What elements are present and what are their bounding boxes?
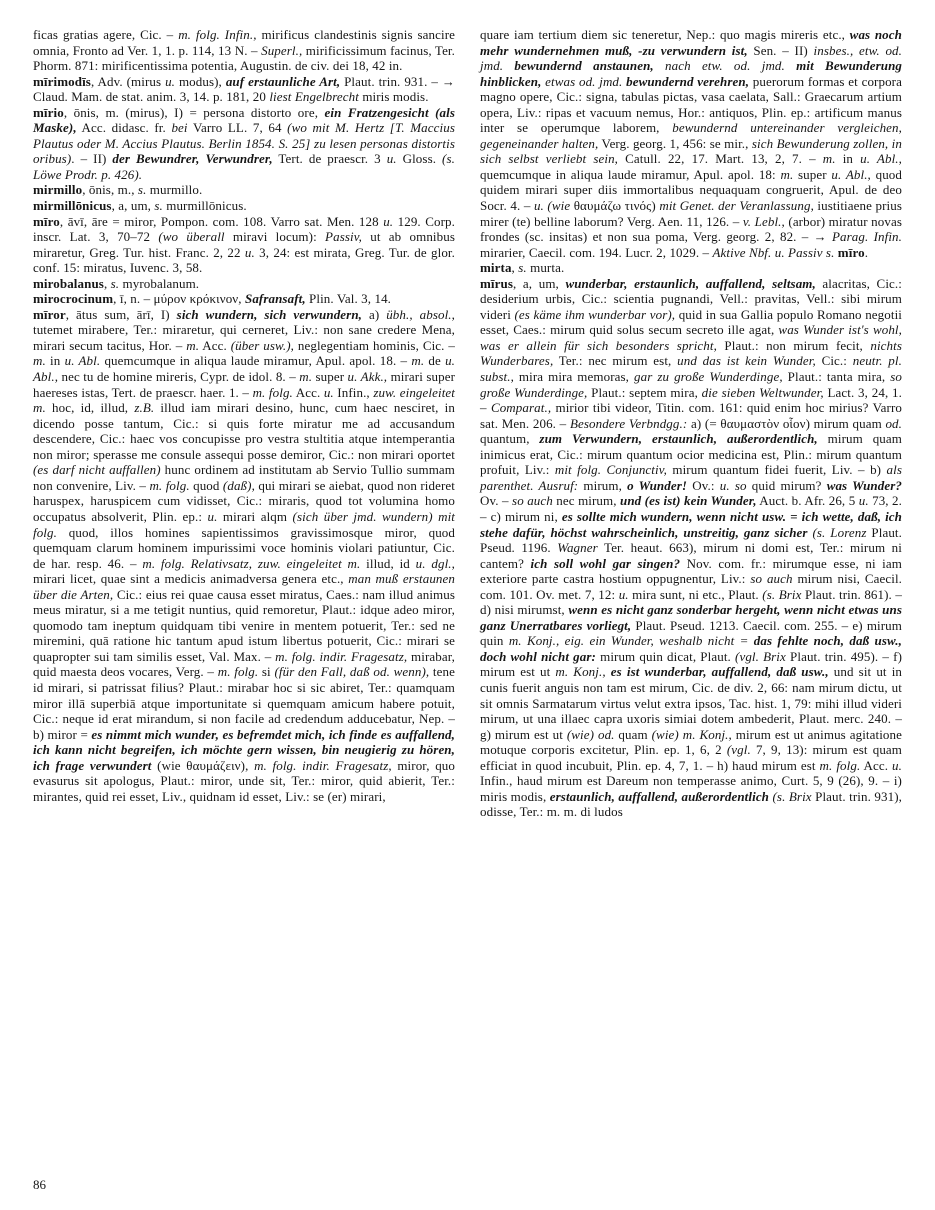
text-run: Cic.: xyxy=(815,353,853,369)
text-run: nec mirum, xyxy=(552,493,620,509)
text-run: (vgl. xyxy=(726,742,751,758)
text-run: Tert. de praescr. 3 xyxy=(272,151,387,167)
dictionary-entry xyxy=(33,291,455,307)
text-run: Passiv, xyxy=(325,229,362,245)
text-run: und sit ut in cunis fuerit anguis non tam est mirum, Cic. de div. 2, 66: nam mirum dictu, ut sit omnis Sarmatarum virtus velut extra ipsos, Tac. hist. 1, 79: mihi illud videri mirum, ut una illaec capra uxoris simiai dotem ambederit, Plaut. merc. 240. – g) mirum est ut xyxy=(480,664,903,742)
text-run: Plaut. trin. 931. – → Claud. Mam. de stat. anim. 3, 14. p. 181, 20 xyxy=(33,73,455,105)
text-run: was Wunder? xyxy=(826,477,902,493)
text-run: auf erstaunliche Art, xyxy=(225,73,341,89)
text-run: mirari licet, quae sint a medicis animadversa genera etc., xyxy=(33,571,349,587)
text-run: m. xyxy=(780,166,794,182)
text-run: u. xyxy=(618,586,629,602)
text-run: mirum quantum fidei fuerit, Liv. – b) xyxy=(666,462,887,478)
text-run: 129. Corp. inscr. Lat. 3, 70–72 xyxy=(33,213,455,245)
text-run: Ov. – xyxy=(480,493,513,509)
text-run: was noch mehr wundernehmen muß, -zu verwundern ist, xyxy=(480,27,902,58)
text-run: es ist wunderbar, auffallend, daß usw., xyxy=(610,664,829,680)
text-run: mīro xyxy=(33,213,60,229)
text-run: myrobalanum. xyxy=(119,275,200,291)
text-run: quam xyxy=(614,726,652,742)
text-run: u. xyxy=(892,757,902,773)
text-run: so auch xyxy=(512,493,553,509)
text-run: u. Akk., xyxy=(347,369,388,385)
text-run: u. xyxy=(383,213,394,229)
text-run: der Bewundrer, Verwundrer, xyxy=(112,151,273,167)
text-run: m. folg. Relativsatz, zuw. eingeleitet m. xyxy=(142,555,361,571)
dictionary-entry xyxy=(33,214,455,276)
left-column xyxy=(33,27,455,820)
text-run: wenn es nicht ganz sonderbar hergeht, wenn nicht etwas uns ganz Unerratbares vorliegt, xyxy=(480,602,903,633)
text-run: mirior tibi videor, Titin. com. 161: quid enim hoc mirius? Varro sat. Men. 206. – xyxy=(480,400,903,431)
right-column xyxy=(480,27,902,820)
text-run: murmillōnicus. xyxy=(162,198,247,214)
text-run: quemcumque in aliqua laude miramur, Apul. apol. 18: xyxy=(480,166,781,182)
text-run: erstaunlich, auffallend, außerordentlich xyxy=(549,788,770,804)
text-run: sich wundern, sich verwundern, xyxy=(176,306,363,322)
text-run: Gloss. xyxy=(396,151,443,167)
text-run: qui mirari se aiebat, quod non rideret haruspex, haruspicem cum vidisset, Cic.: miraris, quod tot volumina homo occupatus absolverit, Plin. ep.: xyxy=(33,477,455,524)
text-run: mit Bewunderung hinblicken, xyxy=(480,58,903,89)
text-run: mirum quam inimicus erat, Cic.: mirum quantum ocior medicina est, Plin.: mirum quantum profuit, Liv.: xyxy=(480,431,902,478)
text-run: mira sunt, ni etc., Plaut. xyxy=(628,586,763,602)
dictionary-entry xyxy=(480,260,902,276)
text-run: quod, illos homines sapientissimos gravissimosque miror, quod quemquam clarum hominem impurissimi voce hominis violari patiuntur, Cic. de har. resp. 46. – xyxy=(33,524,455,571)
text-run: Aktive Nbf. u. Passiv s. xyxy=(712,244,835,260)
text-run: (wie θαυμάζειν), xyxy=(151,757,255,773)
text-run: mīrimodīs xyxy=(33,73,91,89)
text-run: hunc ordinem ad institutam ab Servio Tullio summam non convenire, Liv. – xyxy=(33,462,455,493)
text-run: , āvī, āre = miror, Pompon. com. 108. Varro sat. Men. 128 xyxy=(59,213,384,229)
text-run: Safransaft, xyxy=(244,291,306,307)
text-run: m. xyxy=(822,151,836,167)
text-run: u. Abl. xyxy=(64,353,101,369)
text-run: iustitiaene prius mirer (te) belline laborum? Verg. Aen. 11, 126. – xyxy=(480,198,902,229)
text-run: mīrus xyxy=(480,275,513,291)
text-run: (arbor) miratur novas frondes (sc. insitas) et non sua poma, Verg. georg. 2, 82. – → xyxy=(480,213,902,245)
text-run: Wagner xyxy=(557,540,598,556)
text-run: bewundernd untereinander vergleichen, gegeneinander halten, xyxy=(480,120,902,151)
text-run: bei xyxy=(171,120,188,136)
text-run: mit Genet. der Veranlassung, xyxy=(659,198,814,214)
text-run: Infin., haud mirum est Dareum non temperasse animo, Curt. 5, 9 (26), 9. – i) miris modis, xyxy=(480,773,902,804)
dictionary-entry xyxy=(33,276,455,292)
dictionary-entry xyxy=(33,182,455,198)
text-run: de xyxy=(424,353,446,369)
text-run: (s. Brix xyxy=(769,788,812,804)
text-run: tutemet mirabere, Ter.: miraretur, qui cerneret, Liv.: non sane credere Mena, mirari secum tacitus, Hor. – xyxy=(33,322,455,353)
text-run: illud iam mirari desino, hunc, cum haec nesciret, in dicendo posse tantum, Cic.: si quis forte miratur me ad accusandum descendere, Cic.: haec vos concupisse pro vestra stultitia atque intemperantia non miror; sperasse me consule assequi posse demiror, Cic.: non mirari oportet xyxy=(33,400,455,462)
text-run: das fehlte noch, daß usw., doch wohl nicht gar: xyxy=(480,633,902,664)
text-run: m. xyxy=(299,369,313,385)
text-run: als parenthet. Ausruf: xyxy=(480,462,902,493)
text-run: Nov. com. fr.: mirumque esse, ni iam exteriore parte castra hostium oppugnentur, Liv.: xyxy=(480,555,902,587)
text-run: Acc. xyxy=(292,384,324,400)
text-run: u. Abl., xyxy=(831,166,871,182)
text-run: mirum nisi, Caecil. com. 101. Ov. met. 7, 12: xyxy=(480,571,903,602)
text-run: Plaut. trin. 495). – f) mirum est ut xyxy=(480,648,902,680)
text-run: mirta xyxy=(480,260,512,276)
text-run: miravi locum): xyxy=(224,229,326,245)
text-run: hoc, id, illud, xyxy=(45,400,135,416)
text-run: Catull. 22, 17. Mart. 13, 2, 7. – xyxy=(618,151,823,167)
text-run xyxy=(654,58,665,73)
text-run: v. Lebl., xyxy=(742,213,785,229)
text-run: m. folg. Infin., xyxy=(178,27,257,42)
text-run: ut ab omnibus miraretur, Greg. Tur. hist. Franc. 2, 22 xyxy=(33,229,455,260)
text-run: mit folg. Conjunctiv, xyxy=(554,462,667,478)
text-run: s. xyxy=(154,198,163,214)
text-run: miror, quo evasurus sit apologus, Plaut.: miror, unde sit, Ter.: miror, quid abierit, Ter.: mirantes, quid rei esset, Liv., quidnam id esset, Liv.: se (er) mirari, xyxy=(33,757,455,804)
text-run: wunderbar, erstaunlich, auffallend, seltsam, xyxy=(565,275,816,291)
text-run: mīror xyxy=(33,306,66,322)
text-run: , ātus sum, ārī, I) xyxy=(65,306,177,322)
text-run: 3, 24: est mirata, Greg. Tur. de glor. conf. 15: miratus, Iuvenc. 3, 58. xyxy=(33,244,455,276)
dictionary-entry xyxy=(33,74,455,105)
text-run: (daß), xyxy=(222,477,255,493)
text-run: , ōnis, m. (mirus), I) = persona distorto ore, xyxy=(63,104,325,120)
text-run: super xyxy=(793,166,832,182)
text-run: mirmillo xyxy=(33,182,83,198)
dictionary-entry xyxy=(480,276,902,820)
text-run: z.B. xyxy=(134,400,155,416)
text-run: quantum, xyxy=(480,431,540,447)
text-run: quid in sua Gallia populo Romano negotii esset, Caes.: mirum quid solus secum secreto ille agat, xyxy=(480,306,903,338)
text-run: zuw. eingeleitet m. xyxy=(33,384,455,416)
text-run: u. so xyxy=(719,477,747,493)
text-run: Auct. b. Afr. 26, 5 xyxy=(756,493,859,509)
text-run: ficas gratias agere, Cic. – xyxy=(33,27,179,42)
text-run: in xyxy=(835,151,861,167)
text-run: , xyxy=(511,260,519,276)
text-run: alacritas, Cic.: desiderium urbis, Cic.: scientia pugnandi, Vell.: pravitas, Vell.: sibi mirum videri xyxy=(480,275,902,322)
text-run: Parag. Infin. xyxy=(831,229,902,245)
text-run: , xyxy=(103,275,111,291)
text-run: s. xyxy=(137,182,147,198)
text-run: quod xyxy=(189,477,223,493)
text-run: illud, id xyxy=(360,555,416,571)
text-run: m. Konj., eig. ein Wunder, weshalb nicht = xyxy=(508,633,754,649)
text-run: m. xyxy=(186,337,200,353)
text-run: Varro LL. 7, 64 xyxy=(187,120,288,136)
text-run: gar zu große Wunderdinge, xyxy=(634,369,783,385)
dictionary-entry xyxy=(33,198,455,214)
text-run: m. folg. xyxy=(149,477,190,493)
text-run: mirum est ut animus agitatione motuque corporis excitetur, Plin. ep. 1, 6, 2 xyxy=(480,726,902,758)
text-run: miris modis. xyxy=(358,89,429,105)
text-run: u. dgl., xyxy=(415,555,455,571)
text-run: und (es ist) kein Wunder, xyxy=(620,493,757,509)
text-run: murta. xyxy=(526,260,565,276)
text-run: s. xyxy=(110,275,120,291)
text-run: 73, 2. – c) mirum ni, xyxy=(480,493,903,524)
text-run: mirabar, quid maesta deos vocares, Verg. – xyxy=(33,648,455,680)
text-run: mīro xyxy=(837,244,865,260)
text-run: mirari super haereses istas, Tert. de praescr. haer. 1. – xyxy=(33,369,456,400)
text-run: si xyxy=(258,664,275,680)
text-run: mirum, xyxy=(578,477,628,493)
text-run: neglegentiam hominis, Cic. – xyxy=(293,337,456,353)
text-run: (für den Fall, daß od. wenn), xyxy=(274,664,430,680)
text-run: Lact. 3, 24, 1. – xyxy=(480,384,902,416)
text-run: nichts Wunderbares, xyxy=(480,337,902,369)
text-run: Acc. xyxy=(199,337,231,353)
text-run: o Wunder! xyxy=(627,477,688,493)
text-run: super xyxy=(312,369,348,385)
text-run: tene id mirari, si patrissat filius? Plaut.: mirabar hoc si sic abiret, Ter.: quamquam miror illā superbiā atque importunitate si quemquam amicum habere potuit, Cic.: neque id erat mirandum, si non facile ad credendum adducebatur, Nep. – b) miror = xyxy=(33,664,455,742)
text-run: Ter. heaut. 663), mirum ni domi est, Ter.: mirum ni cantem? xyxy=(480,540,902,571)
text-run: mirarier, Caecil. com. 194. Lucr. 2, 1029. – xyxy=(480,244,713,260)
text-run: nach etw. od. jmd. xyxy=(665,58,785,74)
text-run: mirari alqm xyxy=(217,508,293,524)
text-run: . – II) xyxy=(71,151,113,167)
text-run: Superl., xyxy=(261,42,303,58)
text-run: so große Wunderdinge, xyxy=(480,369,902,400)
text-run: Plaut.: septem mira, xyxy=(587,384,702,400)
text-run: Acc. didasc. fr. xyxy=(76,120,172,136)
text-run: bewundernd anstaunen, xyxy=(514,58,654,74)
text-run: , ī, n. – μύρον κρόκινον, xyxy=(113,291,245,307)
text-run: es sollte mich wundern, wenn nicht usw. = ich wette, daß, ich stehe dafür, höchst wahrscheinlich, unstreitig, ganz sicher xyxy=(480,508,902,540)
text-run: m. folg. indir. Fragesatz, xyxy=(254,757,392,773)
text-run: mirificus clandestinis signis sancire omnia, Fronto ad Ver. 1, 1. p. 114, 13 N. – xyxy=(33,27,456,58)
text-run: s. xyxy=(518,260,527,276)
text-run xyxy=(785,58,796,73)
text-run: Plaut. trin. 931), odisse, Ter.: m. m. di ludos xyxy=(480,788,902,820)
text-run: Plaut. trin. 861). – d) nisi mirumst, xyxy=(480,586,902,618)
text-run: Comparat., xyxy=(490,400,552,416)
text-run: Plaut.: non mirum fecit, xyxy=(716,337,871,353)
text-run: Plaut. Pseud. 1196. xyxy=(480,524,902,556)
page-number: 86 xyxy=(33,1177,46,1192)
dictionary-entry xyxy=(33,105,455,183)
text-run: , Adv. (mirus xyxy=(90,73,166,89)
text-run: m. folg. indir. Fragesatz, xyxy=(275,648,408,664)
text-run: , a, um, xyxy=(111,198,155,214)
text-run: u. xyxy=(207,508,218,524)
text-run: Besondere Verbndgg.: xyxy=(569,415,688,431)
text-run: nec tu de homine mireris, Cypr. de idol. 8. – xyxy=(58,369,300,385)
text-run xyxy=(503,58,514,73)
text-run: u. (wie xyxy=(533,198,571,214)
text-run: m. Konj., xyxy=(555,664,611,680)
dictionary-entry xyxy=(480,27,902,260)
text-run: u. xyxy=(323,384,334,400)
text-run: (vgl. Brix xyxy=(735,648,786,664)
text-run: u. xyxy=(244,244,255,260)
text-run: übh., absol., xyxy=(386,306,456,322)
text-run: mirobalanus xyxy=(33,275,104,291)
text-run: mirificissimum facinus, Ter. Phorm. 871: mirificentissima potentia, Augustin. de civ. dei 18, 42 in. xyxy=(33,42,455,74)
dictionary-entry xyxy=(33,27,455,74)
text-run: a) (= θαυμαστὸν οἷον) mirum quam xyxy=(687,415,886,431)
text-run: a) xyxy=(362,306,387,322)
text-run: (es darf nicht auffallen) xyxy=(33,462,161,478)
text-run: (wie) m. Konj., xyxy=(651,726,732,742)
text-run: Verg. georg. 1, 456: se mir., xyxy=(598,135,752,151)
text-run: . xyxy=(864,244,869,260)
text-run: puerorum formas et corpora magno opere, Cic.: signa, tabulas pictas, vasa caelata, Sall.: Graecarum artium opera, Liv.: ripas et vacuum nemus, Hor.: antiquos, Plin. ep.: artificum manus inter se operumque laborem, xyxy=(480,73,902,136)
text-run: man muß erstaunen über die Arten, xyxy=(33,571,455,602)
text-run: u. xyxy=(386,151,397,167)
text-run: und das ist kein Wunder, xyxy=(677,353,816,369)
text-run: Plin. Val. 3, 14. xyxy=(305,291,392,307)
text-run: (es käme ihm wunderbar vor), xyxy=(514,306,676,322)
text-run: mirmillōnicus xyxy=(33,198,112,214)
text-run: 7, 9, 13): mirum est quam efficiat in quod incubuit, Plin. ep. 4, 7, 1. – h) haud mirum est xyxy=(480,742,903,773)
text-run: quid mirum? xyxy=(746,477,827,493)
text-run: θαυμάζω τινός) xyxy=(570,198,660,214)
text-run: es nimmt mich wunder, es befremdet mich, ich finde es auffallend, ich kann nicht begreifen, ich möchte gern wissen, bin neugierig zu hören, ich frage verwundert xyxy=(33,726,455,773)
text-run: u. Abl., xyxy=(860,151,902,167)
text-run: sich Bewunderung zollen, in sich selbst verliebt sein, xyxy=(480,135,902,167)
text-run: m. folg. xyxy=(217,664,259,680)
text-columns xyxy=(33,27,902,820)
dictionary-entry xyxy=(33,307,455,805)
text-run: mirum quin dicat, Plaut. xyxy=(595,648,736,664)
text-run: murmillo. xyxy=(146,182,203,198)
text-run: zum Verwundern, erstaunlich, außerordentlich, xyxy=(539,431,818,447)
text-run: (über usw.), xyxy=(230,337,294,353)
text-run: modus), xyxy=(175,73,226,89)
text-run: m. folg. xyxy=(819,757,861,773)
text-run: Plaut.: tanta mira, xyxy=(782,369,891,385)
text-run: (s. Löwe Prodr. p. 426). xyxy=(33,151,455,182)
text-run: m. xyxy=(33,353,46,369)
text-run: (s. Brix xyxy=(762,586,802,602)
text-run: die sieben Weltwunder, xyxy=(701,384,824,400)
text-run: Cic.: eius rei quae causa esset miratus, Caes.: nam illud animus meus miratur, si a me tetigit nuntius, quid remoretur, Plaut.: idque adeo miror, quomodo tam ineptum quidquam tibi venire in mentem potuerit, Ter.: sed ne miremini, quā ratione hic tantum apud istum libertus potuerit, Cic.: mirari se quapropter sui tam similis esset, Val. Max. – xyxy=(33,586,456,664)
text-run: Ov.: xyxy=(687,477,720,493)
text-run: m. folg. xyxy=(252,384,293,400)
text-run: Sen. – II) xyxy=(747,42,814,58)
text-run: Acc. xyxy=(860,757,893,773)
text-run: insbes., etw. od. jmd. xyxy=(480,42,902,74)
text-run: ich soll wohl gar singen? xyxy=(530,555,681,571)
text-run: bewundernd verehren, xyxy=(626,73,750,89)
text-run: liest Engelbrecht xyxy=(269,89,359,105)
text-run: , a, um, xyxy=(513,275,566,291)
text-run: (sich über jmd. wundern) mit folg. xyxy=(33,508,456,540)
text-run: ein Fratzengesicht (als Maske), xyxy=(33,104,455,136)
text-run: etwas od. jmd. xyxy=(545,73,623,89)
text-run: u. xyxy=(165,73,176,89)
text-run: Ter.: nec mirum est, xyxy=(553,353,678,369)
text-run: so auch xyxy=(750,571,793,587)
text-run: u. xyxy=(858,493,869,509)
text-run: (wo mit M. Hertz [T. Maccius Plautus oder M. Accius Plautus. Berlin 1854. S. 25] zu lesen personas distortis oribus) xyxy=(33,120,455,167)
text-run: (wo überall xyxy=(158,229,225,245)
text-run: quemcumque in aliqua laude miramur, Apul. apol. 18. – xyxy=(100,353,412,369)
text-run: in xyxy=(45,353,65,369)
text-run: mira mira memoras, xyxy=(513,369,634,385)
text-run: quare iam tertium diem sic teneretur, Nep.: quo magis mireris etc., xyxy=(480,27,850,42)
text-run: Plaut. Pseud. 1213. Caecil. com. 255. – e) mirum quin xyxy=(480,617,902,649)
text-run: mīrio xyxy=(33,104,64,120)
text-run: m. xyxy=(411,353,425,369)
text-run: (wie) od. xyxy=(566,726,615,742)
text-run: was Wunder ist's wohl, was er allein für sich besonders spricht, xyxy=(480,322,902,353)
text-run: mirocrocinum xyxy=(33,291,114,307)
text-run: neutr. pl. subst., xyxy=(480,353,902,385)
text-run: Infin., xyxy=(333,384,374,400)
text-run: , ōnis, m., xyxy=(82,182,138,198)
text-run: quod quidem mirari super diis immortalibus nequaquam congruerit, Apul. de deo Socr. 4. – xyxy=(480,166,903,214)
text-run: (s. Lorenz xyxy=(807,524,867,540)
text-run: u. Abl., xyxy=(33,353,456,385)
text-run: od. xyxy=(885,415,902,431)
